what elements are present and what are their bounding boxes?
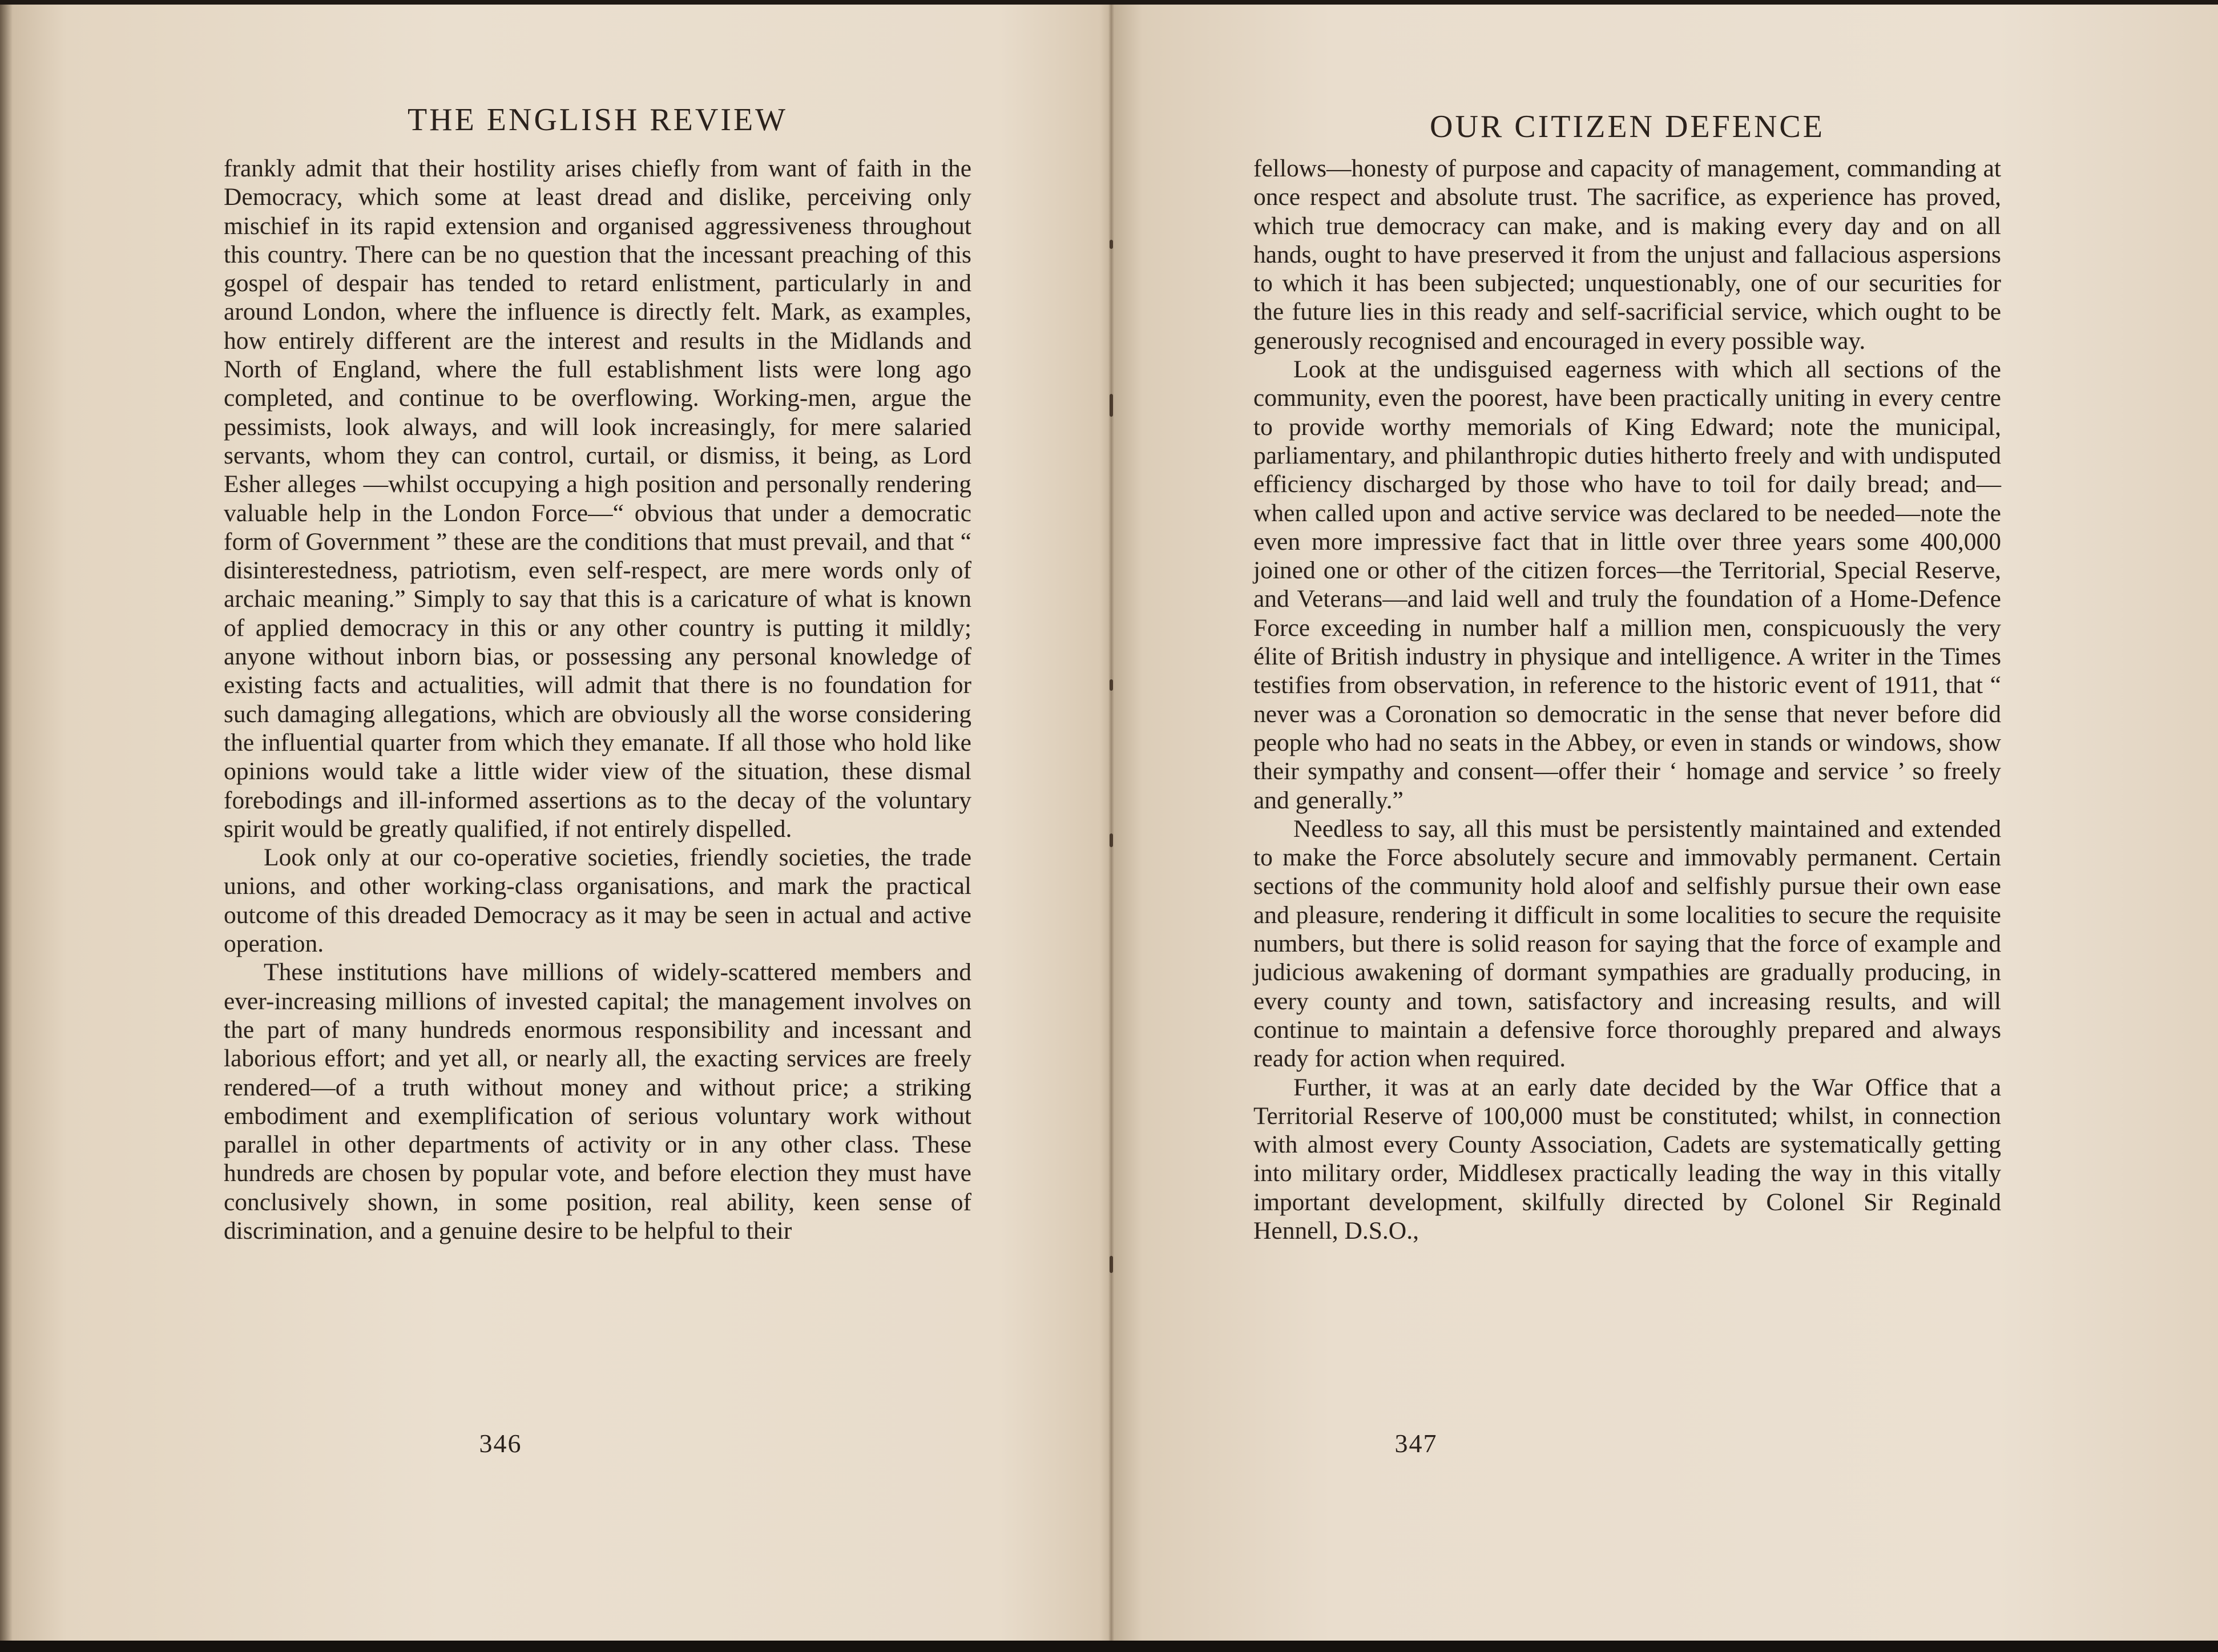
running-head: THE ENGLISH REVIEW — [407, 102, 788, 138]
paragraph: fellows—honesty of purpose and capacity of management, commanding at once respect and absolute trust. The sacrifice, as experience has proved, which true democracy can make, and is making every day and on all hands, ought to have preserved it from the unjust and fallacious aspersions to which it has been subjected; unquestionably, one of our securities for the future lies in this ready and self-sacrificial service, which ought to be generously recognised and encouraged in every possible way. — [1253, 155, 2001, 354]
paragraph: Look at the undisguised eagerness with which all sections of the community, even the poorest, have been practically uniting in every centre to provide worthy memorials of King Edward; note the municipal, parliamentary, and philanthropic duties hitherto freely and with undisputed efficiency discharged by those who have to toil for daily bread; and—when called upon and active service was declared to be needed—note the even more impressive fact that in little over three years some 400,000 joined one or other of the citizen forces—the Territorial, Special Reserve, and Veterans—and laid well and truly the foundation of a Home-Defence Force exceeding in number half a million men, conspicuously the very élite of British industry in physique and intelligence. A writer in the Times testifies from observation, in reference to the historic event of 1911, that “ never was a Coronation so democratic in the sense that never before did people who had no seats in the Abbey, or even in stands or windows, show their sympathy and consent—offer their ‘ homage and service ’ so freely and generally.” — [1253, 356, 2001, 814]
page-edge-shadow — [0, 5, 13, 1641]
paragraph: Look only at our co-operative societies, friendly societies, the trade unions, and other working-class organisations, and mark the practical outcome of this dreaded Democracy as it may be seen in actual and active operation. — [224, 844, 971, 958]
page-body — [1253, 154, 2001, 1245]
binding-stitch — [1110, 833, 1113, 847]
page-body — [224, 154, 971, 1245]
binding-stitch — [1110, 1256, 1113, 1273]
binding-stitch — [1110, 679, 1113, 691]
binding-stitch — [1110, 240, 1113, 249]
paragraph: These institutions have millions of widely-scattered members and ever-increasing millions of invested capital; the management involves on the part of many hundreds enormous responsibility and incessant and laborious effort; and yet all, or nearly all, the exacting services are freely rendered—of a truth without money and without price; a striking embodiment and exemplification of serious voluntary work without parallel in other departments of activity or in any other class. These hundreds are chosen by popular vote, and before election they must have conclusively shown, in some position, real ability, keen sense of discrimination, and a genuine desire to be helpful to their — [224, 958, 971, 1244]
paragraph: Further, it was at an early date decided by the War Office that a Territorial Reserve of 100,000 must be constituted; whilst, in connection with almost every County Association, Cadets are systematically getting into military order, Middlesex practically leading the way in this vitally important development, skilfully directed by Colonel Sir Reginald Hennell, D.S.O., — [1253, 1073, 2001, 1244]
background-band — [0, 1641, 2218, 1652]
binding-stitch — [1110, 394, 1113, 417]
page-number: 346 — [479, 1429, 522, 1458]
paragraph: frankly admit that their hostility arises chiefly from want of faith in the Democracy, which some at least dread and dislike, perceiving only mischief in its rapid extension and organised aggressiveness throughout this country. There can be no question that the incessant preaching of this gospel of despair has tended to retard enlistment, particularly in and around London, where the influence is directly felt. Mark, as examples, how entirely different are the interest and results in the Midlands and North of England, where the full establishment lists were long ago completed, and continue to be overflowing. Working-men, argue the pessimists, look always, and will look increasingly, for mere salaried servants, whom they can control, curtail, or dismiss, it being, as Lord Esher alleges —whilst occupying a high position and personally rendering valuable help in the London Force—“ obvious that under a democratic form of Government ” these are the conditions that must prevail, and that “ disinterestedness, patriotism, even self-respect, are mere words only of archaic meaning.” Simply to say that this is a caricature of what is known of applied democracy in this or any other country is putting it mildly; anyone without inborn bias, or possessing any personal knowledge of existing facts and actualities, will admit that there is no foundation for such damaging allegations, which are obviously all the worse considering the influential quarter from which they emanate. If all those who hold like opinions would take a little wider view of the situation, these dismal forebodings and ill-informed assertions as to the decay of the voluntary spirit would be greatly qualified, if not entirely dispelled. — [224, 155, 971, 843]
page-number: 347 — [1394, 1429, 1438, 1458]
book-gutter — [1108, 5, 1114, 1641]
running-head: OUR CITIZEN DEFENCE — [1430, 109, 1825, 144]
paragraph: Needless to say, all this must be persistently maintained and extended to make the Force absolutely secure and immovably permanent. Certain sections of the community hold aloof and selfishly pursue their own ease and pleasure, rendering it difficult in some localities to secure the requisite numbers, but there is solid reason for saying that the force of example and judicious awakening of dormant sympathies are gradually producing, in every county and town, satisfactory and increasing results, and will continue to maintain a defensive force thoroughly prepared and always ready for action when required. — [1253, 815, 2001, 1073]
